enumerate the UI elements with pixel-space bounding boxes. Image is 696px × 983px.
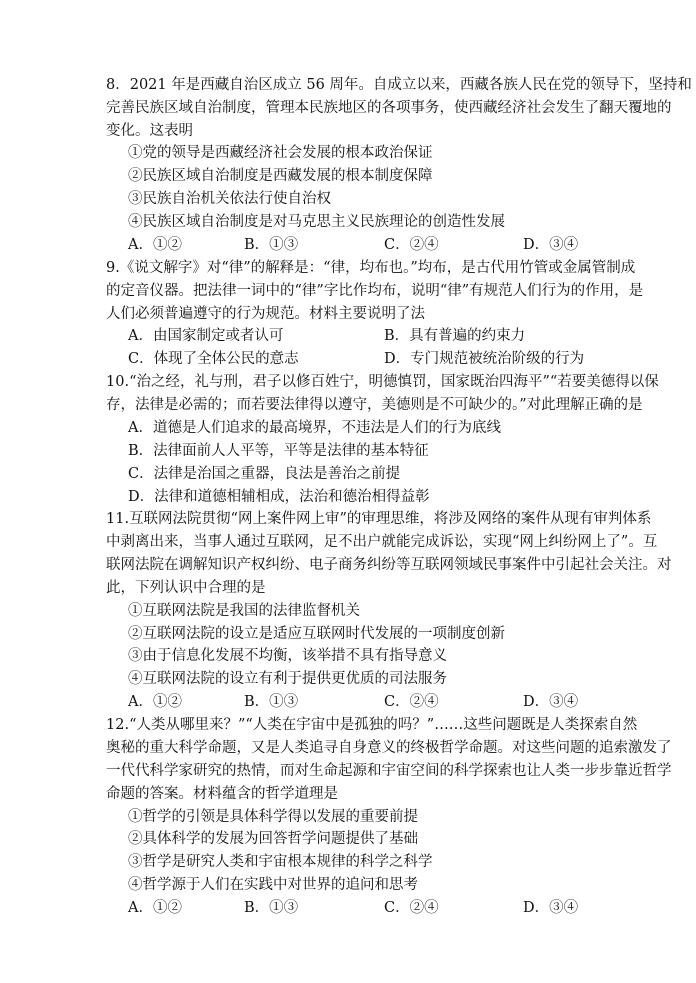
q8-stem-line-2: 完善民族区域自治制度，管理本民族地区的各项事务，使西藏经济社会发生了翻天覆地的 bbox=[106, 100, 672, 116]
q9-stem-line-1: 9.《说文解字》对“律”的解释是：“律，均布也。”均布，是古代用竹管或金属管制成 bbox=[106, 260, 636, 276]
q8-statement-3: ③民族自治机关依法行使自治权 bbox=[128, 191, 331, 207]
q10-option-c: C．法律是治国之重器，良法是善治之前提 bbox=[128, 466, 401, 482]
q8-option-b: B．①③ bbox=[244, 237, 299, 253]
q11-option-a: A．①② bbox=[128, 694, 182, 710]
q11-option-c: C．②④ bbox=[384, 694, 439, 710]
q12-statement-4: ④哲学源于人们在实践中对世界的追问和思考 bbox=[128, 877, 418, 893]
q8-stem-line-1: 8．2021 年是西藏自治区成立 56 周年。自成立以来，西藏各族人民在党的领导下，坚持和 bbox=[106, 77, 692, 93]
q12-option-d: D．③④ bbox=[523, 900, 579, 916]
q11-stem-line-3: 联网法院在调解知识产权纠纷、电子商务纠纷等互联网领域民事案件中引起社会关注。对 bbox=[106, 557, 672, 573]
q8-option-a: A．①② bbox=[128, 237, 182, 253]
q12-stem-line-3: 一代代科学家研究的热情，而对生命起源和宇宙空间的科学探索也让人类一步步靠近哲学 bbox=[106, 763, 672, 779]
q10-option-b: B．法律面前人人平等，平等是法律的基本特征 bbox=[128, 443, 429, 459]
q12-statement-2: ②具体科学的发展为回答哲学问题提供了基础 bbox=[128, 831, 418, 847]
q10-option-d: D．法律和道德相辅相成，法治和德治相得益彰 bbox=[128, 489, 430, 505]
q10-option-a: A．道德是人们追求的最高境界，不违法是人们的行为底线 bbox=[128, 420, 501, 436]
q11-statement-2: ②互联网法院的设立是适应互联网时代发展的一项制度创新 bbox=[128, 626, 505, 642]
q8-stem-line-3: 变化。这表明 bbox=[106, 123, 193, 139]
q9-stem-line-2: 的定音仪器。把法律一词中的“律”字比作均布，说明“律”有规范人们行为的作用，是 bbox=[106, 283, 644, 299]
q12-stem-line-2: 奥秘的重大科学命题，又是人类追寻自身意义的终极哲学命题。对这些问题的追索激发了 bbox=[106, 740, 672, 756]
q10-stem-line-2: 存，法律是必需的；而若要法律得以遵守，美德则是不可缺少的。”对此理解正确的是 bbox=[106, 397, 643, 413]
q12-option-a: A．①② bbox=[128, 900, 182, 916]
q9-option-a: A．由国家制定或者认可 bbox=[128, 328, 284, 344]
q12-statement-1: ①哲学的引领是具体科学得以发展的重要前提 bbox=[128, 809, 418, 825]
q11-statement-3: ③由于信息化发展不均衡，该举措不具有指导意义 bbox=[128, 648, 447, 664]
q11-statement-4: ④互联网法院的设立有利于提供更优质的司法服务 bbox=[128, 671, 447, 687]
q12-option-b: B．①③ bbox=[244, 900, 299, 916]
q11-stem-line-2: 中剥离出来，当事人通过互联网，足不出户就能完成诉讼，实现“网上纠纷网上了”。互 bbox=[106, 534, 658, 550]
q11-option-b: B．①③ bbox=[244, 694, 299, 710]
q10-stem-line-1: 10.“治之经，礼与刑，君子以修百姓宁，明德慎罚，国家既治四海平”“若要美德得以保 bbox=[106, 374, 659, 390]
q11-statement-1: ①互联网法院是我国的法律监督机关 bbox=[128, 603, 360, 619]
q8-statement-4: ④民族区域自治制度是对马克思主义民族理论的创造性发展 bbox=[128, 214, 505, 230]
q11-stem-line-4: 此，下列认识中合理的是 bbox=[106, 580, 266, 596]
q8-option-c: C．②④ bbox=[384, 237, 439, 253]
q11-number: 11. bbox=[106, 511, 130, 527]
q12-stem-line-4: 命题的答案。材料蕴含的哲学道理是 bbox=[106, 786, 338, 802]
q8-statement-2: ②民族区域自治制度是西藏发展的根本制度保障 bbox=[128, 168, 433, 184]
q8-statement-1: ①党的领导是西藏经济社会发展的根本政治保证 bbox=[128, 145, 433, 161]
q12-number: 12. bbox=[106, 717, 130, 733]
q12-stem-line-1: 12.“人类从哪里来？”“人类在宇宙中是孤独的吗？”……这些问题既是人类探索自然 bbox=[106, 717, 638, 733]
q9-number: 9. bbox=[106, 260, 120, 276]
q9-option-b: B．具有普遍的约束力 bbox=[384, 328, 526, 344]
q9-stem-line-3: 人们必须普遍遵守的行为规范。材料主要说明了法 bbox=[106, 306, 425, 322]
q9-option-c: C．体现了全体公民的意志 bbox=[128, 351, 299, 367]
q12-option-c: C．②④ bbox=[384, 900, 439, 916]
q12-statement-3: ③哲学是研究人类和宇宙根本规律的科学之科学 bbox=[128, 854, 433, 870]
q10-number: 10. bbox=[106, 374, 130, 390]
q8-number: 8． bbox=[106, 77, 130, 93]
q11-option-d: D．③④ bbox=[523, 694, 579, 710]
q8-option-d: D．③④ bbox=[523, 237, 579, 253]
q9-option-d: D．专门规范被统治阶级的行为 bbox=[384, 351, 585, 367]
q11-stem-line-1: 11.互联网法院贯彻“网上案件网上审”的审理思维，将涉及网络的案件从现有审判体系 bbox=[106, 511, 652, 527]
